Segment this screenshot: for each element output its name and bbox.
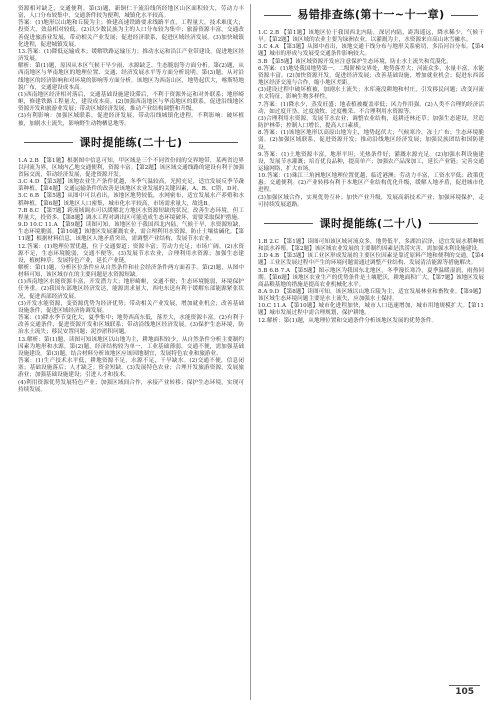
answer-paragraph: 9.D 10.C 11.A 【第9题】读图可知，该地区位于我国西北内陆，气候干旱，水资源短缺，生态环境脆弱。【第10题】该地区发展灌溉农业，需合理利用水资源，防止土壤盐碱化。【第11题】根据材料信息，该地区人地矛盾突出，需调整产业结构，发展节水农业。 (18, 222, 244, 243)
answer-paragraph: 10.C 11.A 【第10题】城市化进程加快，城市人口迅速增加，城市用地规模扩大。【第11题】城市发展过程中需合理规划，保护耕地。 (258, 303, 484, 317)
answer-paragraph: 1.B 2.C 【第1题】读图可知该区域河流众多，地势低平，多湖泊沼泽，适宜发展水稻种植和淡水养殖。【第2题】该区域农业发展的主要制约因素是洪涝灾害，需加强水利设施建设。 (258, 238, 484, 253)
section-heading-label: 易错排查练(第十一~十一章) (297, 8, 445, 22)
section-heading-label: 课时提能练(二十八) (319, 217, 423, 231)
heading-rule-right (189, 142, 238, 143)
answer-paragraph: (3)开发水能资源，变资源优势为经济优势；带动相关产业发展，增加就业机会；改善基础设施条件，促进区域经济协调发展。 (18, 300, 244, 314)
answer-paragraph: 5.C 6.B 【第5题】从图中可以看出，该地区地势较低，水网密布，适宜发展水产养殖和水稻种植。【第6题】该地区人口密集，城市化水平较高，市场需求量大，故选B。 (18, 193, 244, 207)
answer-paragraph: 3.C 4.D 【第3题】该地农业生产条件优越，冬季气温较高，光照充足，适宜发展反季节蔬菜种植。【第4题】交通运输条件的改善是该地区农业发展的关键因素，A、B、C错，D对。 (18, 179, 244, 193)
heading-rule-left (24, 142, 73, 143)
answer-paragraph: 7.答案：(1)降水少，蒸发旺盛；地表植被覆盖率低；风力作用强。(2)人类不合理的经济活动，如过度开垦、过度放牧、过度樵采、不合理利用水资源等。 (258, 101, 484, 115)
answer-paragraph: 资源相对缺乏，交通便利。第(3)题，新铜仁干流沿线所经地区山区面积较大，劳动力丰富，人口分布较集中，交通条件较为便利，城镇化水平较高。 (18, 6, 244, 20)
answer-paragraph: 13.解析：第(1)题，读图可知该地区以山地为主，耕地面积较少，从自然条件分析主要制约因素为地形和水源。第(2)题，经济结构较为单一，工业基础薄弱，交通不便，需加强基础设施建设。第(3)题，结合材料分析该地区应该因地制宜，发展特色农业和旅游业。 (18, 336, 244, 357)
heading-rule-right (429, 223, 478, 224)
page-number: 105 (449, 685, 480, 698)
heading-rule-right (451, 15, 478, 16)
answer-paragraph: (3)合理利用水资源，发展节水农业；调整农业结构，退耕还林还草；加强生态建设，营造防护林带；控制人口增长，提高人口素质。 (258, 115, 484, 130)
answer-paragraph: 13.答案：(1)降低运输成本；缓解铁路运输压力；推动水运和沿江产业带建设，促进地区经济发展。 (18, 48, 244, 63)
answer-paragraph: 9.答案：(1)土地资源丰富，地形平坦；光热条件好；灌溉水源充足。(2)加强水利设施建设，发展节水灌溉；培育优良品种，提高单产；加强农产品深加工，延长产业链；完善交通运输网络，扩大市场。 (258, 151, 484, 172)
answer-paragraph: 5.B 【第5题】该区域资源开发应注意保护生态环境，防止水土流失和荒漠化。 (258, 58, 452, 65)
answer-paragraph: 解析：第(1)题，原因从本区气候干旱少雨、水源缺乏、生态脆弱等方面分析。第(2)题，从西南地区与华南地区的地理位置、交通、经济发展水平等方面分析说明。第(3)题，从对沿线地区的经济影响和对环境的影响等方面分析。该地区为西南山区，地势起伏大，喀斯特地貌广布，交通建设成本高。 (18, 63, 244, 91)
answer-paragraph: 5.B 6.B 7.A 【第5题】图示地区为我国东北地区，冬季漫长寒冷，夏季温暖湿润，雨热同期。【第6题】该地区农业生产的优势条件是土壤肥沃，耕地面积广大。【第7题】该地区发展商品粮基地的措施是提高农业机械化水平。 (258, 267, 484, 288)
answer-paragraph: 3.C 4.A 【第3题】从图中看出，该地交通干线分布与地形关系密切，多沿河谷分布。【第4题】城市的形成与发展受交通条件影响较大。 (258, 44, 484, 58)
answer-paragraph: 答案：(1)降水季节变化大，夏季集中；地势西高东低，落差大，水能资源丰富。(2)有利于改善交通条件，促进资源开发和区域联系；带动沿线地区经济发展。(3)保护生态环境，防治水土流失；移民安置问题；泥沙淤积问题。 (18, 315, 244, 336)
left-bottom-answers (18, 158, 244, 394)
column-divider (250, 4, 251, 700)
answer-paragraph: 3.D 4.B 【第3题】该工业区形成发展的主要区位因素是靠近原料产地和便利的交通。【第4题】工业区发展过程中产生的环境问题需通过调整产业结构、发展清洁能源等措施解决。 (258, 253, 484, 267)
answer-paragraph: 答案：(1)生产技术水平低，耕地资源不足，水源不足，干旱缺水。(2)交通不便，信息闭塞；基础设施落后；人才缺乏；资金短缺。(3)发展特色农业；合理开发旅游资源，发展旅游业；加强基础设施建设；引进人才和技术。 (18, 358, 244, 379)
answer-paragraph: (1)西南地区水能资源丰富，开发潜力大；地形崎岖，交通不便；生态环境脆弱，环境保护任务重。(2)我国东部地区经济发达，能源需求量大，西电东送有利于缓解东部能源紧张状况，促进西部经济发展。 (18, 279, 244, 300)
answer-paragraph: (1)西南地区经济相对落后，交通基础设施建设滞后，不利于资源外运和对外联系；地形崎岖，修建铁路工程量大，建设成本高。(2)加强西南地区与华南地区的联系，促进沿线地区资源开发和旅游业发展；带动区域经济发展，推动产业结构调整和升级。 (18, 91, 244, 113)
answer-paragraph: 10.答案：(1)珠江三角洲地区地理位置优越，临近港澳；劳动力丰富，工资水平低；政策优惠；交通便利。(2)产业转移有利于本地区产业结构优化升级，缓解人地矛盾，促进城市化进程。 (258, 173, 484, 194)
heading-rule-left (264, 223, 313, 224)
answer-paragraph: 12.解析：第(1)题，从地理位置和交通条件分析该地区发展的优势条件。 (258, 317, 438, 324)
answer-paragraph: (3)建设过程中破坏植被，加剧水土流失；水库淹没耕地和村庄，引发移民问题；改变河流水文特征，影响生物多样性。 (258, 87, 484, 101)
answer-paragraph: (3)加强区域合作，实现优势互补；加快产业升级，发展高新技术产业；加强环境保护，走可持续发展道路。 (258, 194, 484, 208)
left-column (18, 6, 244, 394)
section-heading-27 (18, 134, 244, 152)
answer-paragraph: 8.A 9.D 【第8题】读图可知，该区域以山地丘陵为主，适宜发展林业和畜牧业。【第9题】该区域生态环境问题主要是水土流失，应加强水土保持。 (258, 289, 484, 303)
right-top-answers (258, 30, 484, 209)
answer-paragraph: 8.答案：(1)该地区地形以高原山地为主，地势起伏大；气候寒冷，冻土广布；生态环境脆弱。(2)加强区域联系，促进资源开发；推动沿线地区经济发展；加强民族团结和国防建设。 (258, 130, 484, 151)
right-column (258, 6, 484, 325)
answer-paragraph: (3)有利影响：加强区域联系，促进经济发展，带动沿线城镇化进程。不利影响：破坏植被，加剧水土流失，影响野生动物栖息地等。 (18, 113, 244, 127)
left-top-answers (18, 6, 244, 128)
section-heading-28 (258, 215, 484, 233)
answer-paragraph: 7.B 8.C 【第7题】跨流域调水可以缓解北方地区水资源短缺的状况，改善生态环境，但工程量大，投资多。【第8题】调水工程对调出区可能造成生态环境破坏，需要采取保护措施。 (18, 207, 244, 221)
right-bottom-answers (258, 239, 484, 325)
answer-paragraph: 1.C 2.B 【第1题】该地区位于我国西北内陆，深居内陆，距海遥远，降水稀少，气候干旱。【第2题】该区域的农业主要为绿洲农业，以灌溉为主，水资源来自高山冰雪融水。 (258, 30, 484, 44)
section-heading-label: 课时提能练(二十七) (79, 136, 183, 150)
answer-paragraph: 答案：(1)地形以山地和丘陵为主；修建高速铁路要求线路平直，工程量大，技术难度大；投资大，效益相对较低。(2)以少数民族为主的人口分布较为集中；旅游资源丰富，交通改善促进旅游业发展，带动相关产业发展；促进经济联系，促进区域经济发展。(3)加快城镇化进程，促进城镇发展。 (18, 20, 244, 48)
answer-paragraph: (4)利用资源优势发展特色产业；加强区域间合作，承接产业转移；保护生态环境，实现可持续发展。 (18, 379, 244, 393)
answer-paragraph: 1.A 2.B 【第1题】根据图中信息可知，甲区域是三个不同省份间的交界地带，某两省边界以河流为界，区域内乙地交通便利，资源丰富。【第2题】该区域交通线路的建设有利于加强省际交流，带动经济发展，促进资源开发。 (18, 157, 244, 178)
answer-paragraph: 12.答案：(1)地理位置优越，位于交通要道；资源丰富；劳动力充足；市场广阔。(2)水资源不足，生态环境脆弱，交通不便等。(3)发展节水农业，合理利用水资源；加强生态建设，植树种草；发展特色产业，延长产业链。 (18, 243, 244, 264)
answer-paragraph: 解析：第(1)题，分析区位条件应从自然条件和社会经济条件两方面着手。第(2)题，从图中材料可知，该区域存在的主要问题是水资源短缺。 (18, 265, 244, 279)
section-heading-review (258, 6, 484, 24)
heading-rule-left (264, 15, 291, 16)
answer-paragraph: 6.答案：(1)地处我国地势第一、二级阶梯交界处，地势落差大；河流众多，水量丰富，水能资源丰富。(2)加快资源开发，促进经济发展；改善基础设施，增加就业机会；促进东西部地区经济交流与合作，缩小地区差距。 (258, 65, 484, 87)
